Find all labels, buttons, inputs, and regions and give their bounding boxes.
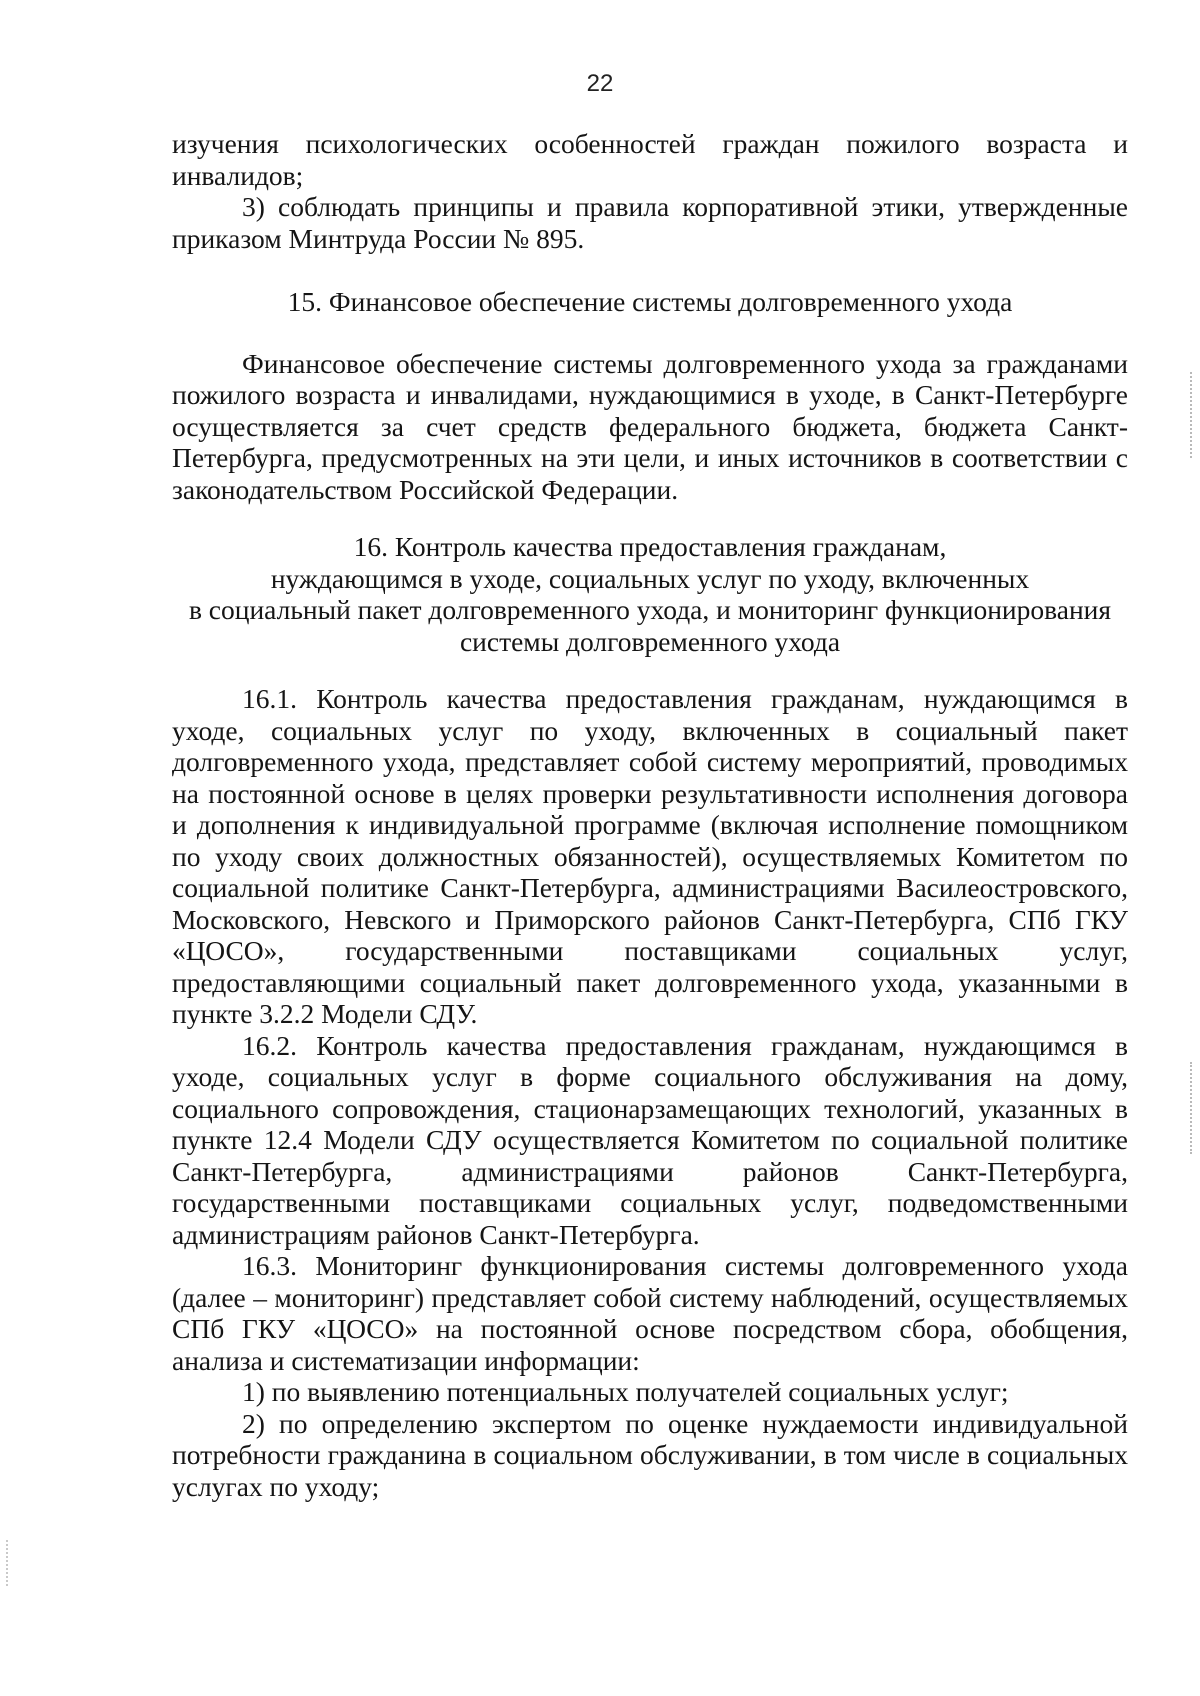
paragraph-16-1: 16.1. Контроль качества предоставления гражданам, нуждающимся в уходе, социальных услуг по уходу, включенных в социальный пакет долговременного ухода, представляет собой систему мероприятий, проводимых на постоянной основе в целях проверки результативности исполнения договора и дополнения к индивидуальной программе (включая исполнение помощником по уходу своих должностных обязанностей), осуществляемых Комитетом по социальной политике Санкт-Петербурга, администрациями Василеостровского, Московского, Невского и Приморского районов Санкт-Петербурга, СПб ГКУ «ЦОСО», государственными поставщиками социальных услуг, предоставляющими социальный пакет долговременного ухода, указанными в пункте 3.2.2 Модели СДУ. — [172, 683, 1128, 1029]
section-16-heading-line-3: в социальный пакет долговременного ухода, и мониторинг функционирования — [188, 594, 1112, 625]
document-body — [172, 128, 1128, 1502]
page-number: 22 — [586, 70, 614, 97]
paragraph-16-3: 16.3. Мониторинг функционирования системы долговременного ухода (далее – мониторинг) представляет собой систему наблюдений, осуществляемых СПб ГКУ «ЦОСО» на постоянной основе посредством сбора, обобщения, анализа и систематизации информации: — [172, 1250, 1128, 1376]
list-item-1: 1) по выявлению потенциальных получателей социальных услуг; — [242, 1376, 1009, 1407]
paragraph-item-3: 3) соблюдать принципы и правила корпоративной этики, утвержденные приказом Минтруда России № 895. — [172, 191, 1128, 254]
section-16-heading — [172, 531, 1128, 657]
section-16-heading-line-1: 16. Контроль качества предоставления гражданам, — [353, 531, 947, 562]
section-16-heading-line-4: системы долговременного ухода — [459, 625, 841, 657]
scan-edge-mark — [6, 1540, 10, 1586]
section-15-heading: 15. Финансовое обеспечение системы долговременного ухода — [287, 286, 1013, 317]
paragraph-continuation: изучения психологических особенностей граждан пожилого возраста и инвалидов; — [172, 128, 1128, 191]
scan-edge-mark — [1190, 372, 1194, 458]
list-item-2: 2) по определению экспертом по оценке нуждаемости индивидуальной потребности гражданина в социальном обслуживании, в том числе в социальных услугах по уходу; — [172, 1407, 1128, 1502]
paragraph-16-2: 16.2. Контроль качества предоставления гражданам, нуждающимся в уходе, социальных услуг в форме социального обслуживания на дому, социального сопровождения, стационарзамещающих технологий, указанных в пункте 12.4 Модели СДУ осуществляется Комитетом по социальной политике Санкт-Петербурга, администрациями районов Санкт-Петербурга, государственными поставщиками социальных услуг, подведомственными администрациям районов Санкт-Петербурга. — [172, 1029, 1128, 1250]
section-16-heading-line-2: нуждающимся в уходе, социальных услуг по уходу, включенных — [270, 562, 1030, 594]
scan-edge-mark — [1190, 1062, 1194, 1154]
paragraph-financing: Финансовое обеспечение системы долговременного ухода за гражданами пожилого возраста и инвалидами, нуждающимися в уходе, в Санкт-Петербурге осуществляется за счет средств федерального бюджета, бюджета Санкт-Петербурга, предусмотренных на эти цели, и иных источников в соответствии с законодательством Российской Федерации. — [172, 347, 1128, 505]
